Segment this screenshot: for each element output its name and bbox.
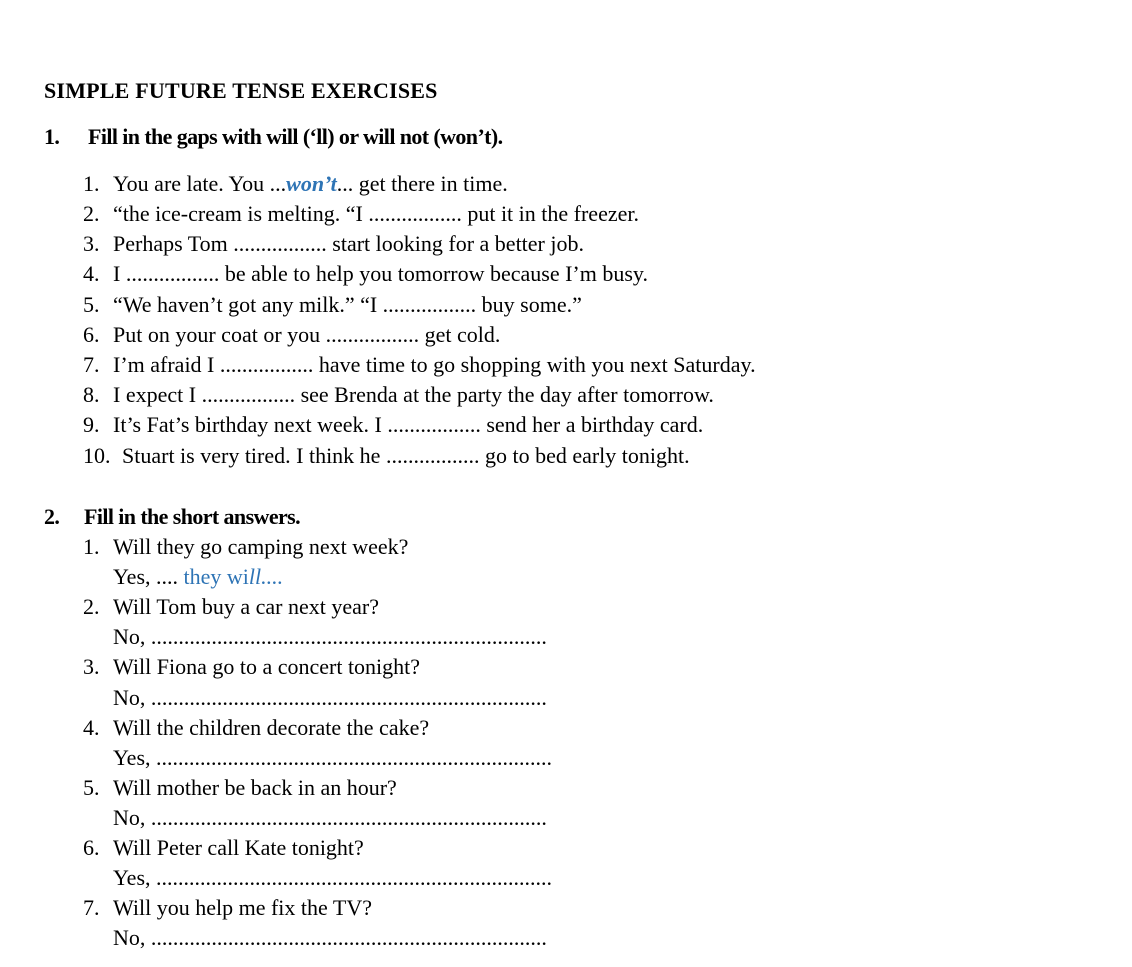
answer-line: Yes, ........................................................................: [113, 865, 553, 890]
answer-line: No, ........................................................................: [113, 925, 547, 950]
section-1-number: 1.: [44, 124, 60, 149]
exercise-1-item: 5. “We haven’t got any milk.” “I ................. buy some.”: [83, 292, 582, 317]
exercise-1-item: 6. Put on your coat or you ................. get cold.: [83, 322, 501, 347]
answer-blank: ........................................................................: [150, 685, 547, 710]
question-line: 3. Will Fiona go to a concert tonight?: [83, 654, 421, 679]
section-1-heading-text: Fill in the gaps with will (‘ll) or will not (won’t).: [88, 124, 503, 149]
answer-blank: ........................................................................: [150, 805, 547, 830]
question-line: 5. Will mother be back in an hour?: [83, 775, 397, 800]
exercise-1-item: 8. I expect I ................. see Brenda at the party the day after tomorrow.: [83, 382, 714, 407]
section-1-heading: [44, 124, 503, 150]
exercise-1-item: 10. Stuart is very tired. I think he ................. go to bed early tonight.: [83, 443, 690, 468]
exercise-1-item: 9. It’s Fat’s birthday next week. I ................. send her a birthday card.: [83, 412, 704, 437]
question-line: 2. Will Tom buy a car next year?: [83, 594, 379, 619]
example-short-answer: they will....: [183, 564, 284, 589]
answer-blank: ........................................................................: [150, 925, 547, 950]
answer-blank: ........................................................................: [156, 865, 553, 890]
answer-blank: ........................................................................: [150, 624, 547, 649]
answer-line: Yes, .... they will....: [113, 564, 284, 589]
section-2-number: 2.: [44, 504, 60, 529]
answer-line: No, ........................................................................: [113, 805, 547, 830]
question-line: 1. Will they go camping next week?: [83, 534, 409, 559]
page-title: SIMPLE FUTURE TENSE EXERCISES: [44, 78, 438, 103]
answer-line: No, ........................................................................: [113, 685, 547, 710]
question-line: 4. Will the children decorate the cake?: [83, 715, 430, 740]
exercise-1-item: 7. I’m afraid I ................. have time to go shopping with you next Saturday.: [83, 352, 756, 377]
exercise-1-item: 2. “the ice-cream is melting. “I ................. put it in the freezer.: [83, 201, 639, 226]
question-line: 7. Will you help me fix the TV?: [83, 895, 372, 920]
section-2-heading-text: Fill in the short answers.: [84, 504, 301, 529]
question-line: 6. Will Peter call Kate tonight?: [83, 835, 364, 860]
exercise-1-example-answer: won’t: [286, 171, 337, 196]
exercise-1-item: 4. I ................. be able to help you tomorrow because I’m busy.: [83, 261, 649, 286]
answer-blank: ........................................................................: [156, 745, 553, 770]
exercise-1-item: 1. You are late. You ...won’t... get there in time.: [83, 171, 508, 196]
exercise-1-item: 3. Perhaps Tom ................. start looking for a better job.: [83, 231, 584, 256]
answer-line: Yes, ........................................................................: [113, 745, 553, 770]
section-2-heading: [44, 504, 300, 530]
answer-line: No, ........................................................................: [113, 624, 547, 649]
